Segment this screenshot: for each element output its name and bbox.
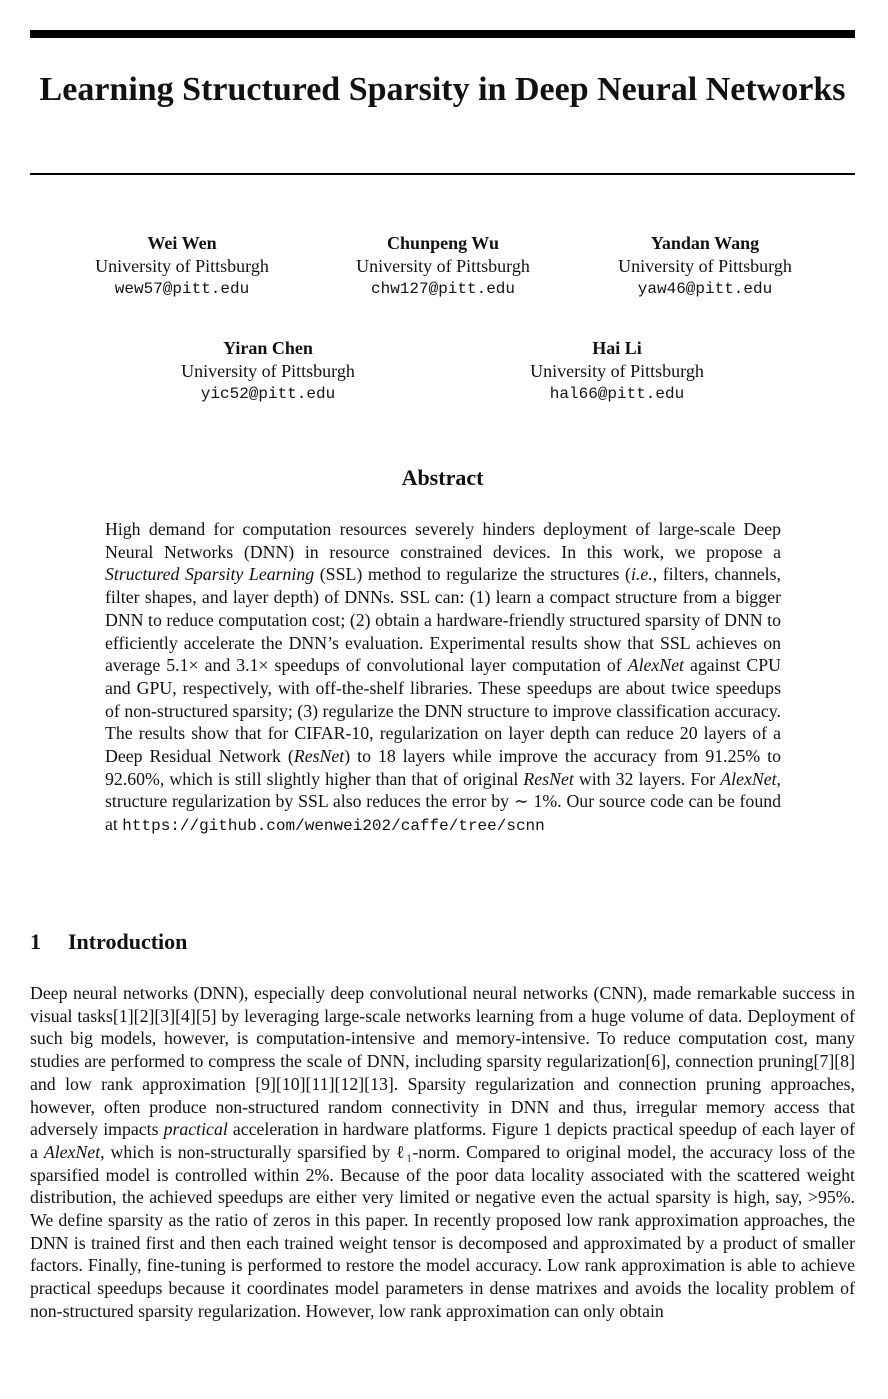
introduction-text: Deep neural networks (DNN), especially deep convolutional neural networks (CNN), made remarkable success in visual tasks[1][2][3][4][5] by leveraging large-scale networks learning from a huge volume of data. Deployment of such big models, however, is computation-intensive and memory-intensive. To reduce computation cost, many studies are performed to compress the scale of DNN, including sparsity regularization[6], connection pruning[7][8] and low rank approximation [9][10][11][12][13]. Sparsity regularization and connection pruning approaches, however, often produce non-structured random connectivity in DNN and thus, irregular memory access that adversely impacts practical acceleration in hardware platforms. Figure 1 depicts practical speedup of each layer of a AlexNet, which is non-structurally sparsified by ℓ₁-norm. Compared to original model, the accuracy loss of the sparsified model is controlled within 2%. Because of the poor data locality associated with the scattered weight distribution, the achieved speedups are either very limited or negative even the actual sparsity is high, say, >95%. We define sparsity as the ratio of zeros in this paper. In recently proposed low rank approximation approaches, the DNN is trained first and then each trained weight tensor is decomposed and approximated by a product of smaller factors. Finally, fine-tuning is performed to restore the model accuracy. Low rank approximation is able to achieve practical speedups because it coordinates model parameters in dense matrixes and avoids the locality problem of non-structured sparsity regularization. However, low rank approximation can only obtain — [30, 983, 855, 1321]
author-email[interactable]: chw127@pitt.edu — [370, 280, 516, 298]
author-block-3 — [585, 232, 825, 301]
author-block-1 — [62, 232, 302, 301]
author-affiliation: University of Pittsburgh — [181, 361, 355, 381]
author-name: Yiran Chen — [223, 338, 313, 358]
author-affiliation: University of Pittsburgh — [356, 256, 530, 276]
section-number: 1 — [30, 929, 41, 954]
author-name: Hai Li — [592, 338, 642, 358]
title-rule-bottom — [30, 173, 855, 175]
author-email[interactable]: wew57@pitt.edu — [114, 280, 250, 298]
author-block-4 — [148, 337, 388, 406]
section-heading-introduction — [30, 928, 187, 956]
source-code-link[interactable]: https://github.com/wenwei202/caffe/tree/scnn — [122, 817, 545, 836]
author-email[interactable]: yaw46@pitt.edu — [637, 280, 773, 298]
author-name: Yandan Wang — [650, 233, 760, 253]
author-affiliation: University of Pittsburgh — [95, 256, 269, 276]
author-name: Chunpeng Wu — [387, 233, 499, 253]
author-block-5 — [497, 337, 737, 406]
author-block-2 — [323, 232, 563, 301]
title-rule-top — [30, 30, 855, 38]
author-affiliation: University of Pittsburgh — [530, 361, 704, 381]
author-name: Wei Wen — [147, 233, 217, 253]
abstract-text: High demand for computation resources severely hinders deployment of large-scale Deep Neural Networks (DNN) in resource constrained devices. In this work, we propose a Structured Sparsity Learning (SSL) method to regularize the structures (i.e., filters, channels, filter shapes, and layer depth) of DNNs. SSL can: (1) learn a compact structure from a bigger DNN to reduce computation cost; (2) obtain a hardware-friendly structured sparsity of DNN to efficiently accelerate the DNN’s evaluation. Experimental results show that SSL achieves on average 5.1× and 3.1× speedups of convolutional layer computation of AlexNet against CPU and GPU, respectively, with off-the-shelf libraries. These speedups are about twice speedups of non-structured sparsity; (3) regularize the DNN structure to improve classification accuracy. The results show that for CIFAR-10, regularization on layer depth can reduce 20 layers of a Deep Residual Network (ResNet) to 18 layers while improve the accuracy from 91.25% to 92.60%, which is still slightly higher than that of original ResNet with 32 layers. For AlexNet, structure regularization by SSL also reduces the error by ∼ 1%. Our source code can be found at https://github.com/wenwei202/caffe/tree/scnn — [105, 519, 781, 836]
section-title: Introduction — [68, 929, 188, 954]
abstract-heading: Abstract — [401, 465, 484, 490]
paper-title: Learning Structured Sparsity in Deep Neural Networks — [39, 71, 846, 108]
author-affiliation: University of Pittsburgh — [618, 256, 792, 276]
author-email[interactable]: yic52@pitt.edu — [200, 385, 336, 403]
author-email[interactable]: hal66@pitt.edu — [549, 385, 685, 403]
